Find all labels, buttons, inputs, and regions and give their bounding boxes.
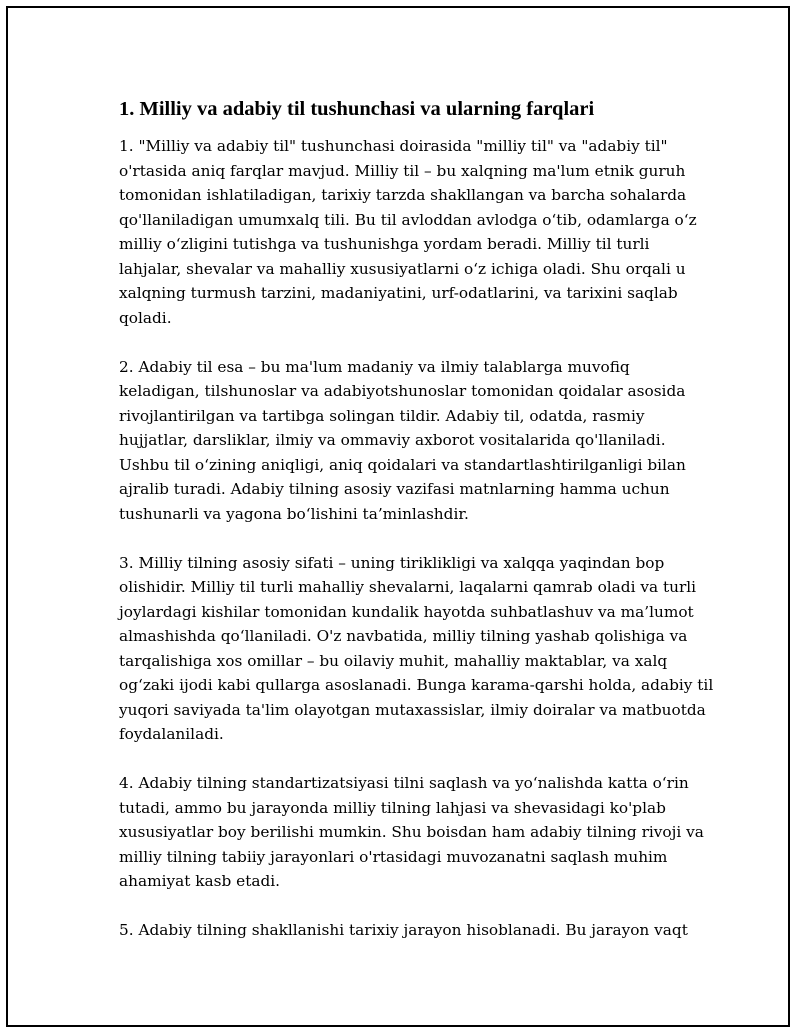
text-line: hujjatlar, darsliklar, ilmiy va ommaviy axborot vositalarida qo'llaniladi. [119,431,666,449]
text-line: olishidir. Milliy til turli mahalliy shevalarni, laqalarni qamrab oladi va turli [119,578,697,596]
text-line: rivojlantirilgan va tartibga solingan tildir. Adabiy til, odatda, rasmiy [119,406,645,425]
text-line: yuqori saviyada ta'lim olayotgan mutaxassislar, ilmiy doiralar va matbuotda [119,700,706,719]
text-line: tarqalishiga xos omillar – bu oilaviy muhit, mahalliy maktablar, va xalq [119,651,668,670]
text-line: o'rtasida aniq farqlar mavjud. Milliy til – bu xalqning ma'lum etnik guruh [119,161,686,180]
text-line: tushunarli va yagona bo‘lishini ta’minlashdir. [119,504,469,523]
text-line: milliy tilning tabiiy jarayonlari o'rtasidagi muvozanatni saqlash muhim [119,847,668,866]
text-line: milliy o‘zligini tutishga va tushunishga yordam beradi. Milliy til turli [119,235,650,253]
text-line: 3. Milliy tilning asosiy sifati – uning tiriklikligi va xalqqa yaqindan bop [119,553,665,572]
document-title: 1. Milliy va adabiy til tushunchasi va ularning farqlari [119,98,595,120]
text-line: keladigan, tilshunoslar va adabiyotshunoslar tomonidan qoidalar asosida [119,382,686,400]
document-body [119,94,714,967]
text-line: qo'llaniladigan umumxalq tili. Bu til avloddan avlodga o‘tib, odamlarga o‘z [119,210,697,229]
text-line: 4. Adabiy tilning standartizatsiyasi tilni saqlash va yo‘nalishda katta o‘rin [119,774,689,792]
text-line: xususiyatlar boy berilishi mumkin. Shu boisdan ham adabiy tilning rivoji va [119,823,704,841]
paragraph-5 [119,918,699,943]
text-line: tutadi, ammo bu jarayonda milliy tilning lahjasi va shevasidagi ko'plab [119,798,666,817]
text-line: qoladi. [119,308,172,327]
text-line: almashishda qo‘llaniladi. O'z navbatida, milliy tilning yashab qolishiga va [119,627,688,645]
text-line: foydalaniladi. [119,725,224,743]
text-line: 1. "Milliy va adabiy til" tushunchasi doirasida "milliy til" va "adabiy til" [119,137,668,155]
text-line: 5. Adabiy tilning shakllanishi tarixiy jarayon hisoblanadi. Bu jarayon vaqt [119,921,688,939]
text-line: lahjalar, shevalar va mahalliy xususiyatlarni o‘z ichiga oladi. Shu orqali u [119,259,686,278]
page-frame [6,6,790,1027]
text-line: og‘zaki ijodi kabi qullarga asoslanadi. Bunga karama-qarshi holda, adabiy til [119,676,714,694]
paragraph-3 [119,551,714,747]
text-line: ajralib turadi. Adabiy tilning asosiy vazifasi matnlarning hamma uchun [119,480,670,498]
text-line: tomonidan ishlatiladigan, tarixiy tarzda shakllangan va barcha sohalarda [119,186,687,204]
text-line: ahamiyat kasb etadi. [119,872,281,890]
text-line: xalqning turmush tarzini, madaniyatini, urf-odatlarini, va tarixini saqlab [119,284,678,302]
text-line: joylardagi kishilar tomonidan kundalik hayotda suhbatlashuv va ma’lumot [119,602,694,621]
text-line: 2. Adabiy til esa – bu ma'lum madaniy va ilmiy talablarga muvofiq [119,357,630,376]
text-line: Ushbu til o‘zining aniqligi, aniq qoidalari va standartlashtirilganligi bilan [119,455,686,474]
paragraph-1 [119,134,699,330]
paragraph-2 [119,355,699,527]
paragraph-4 [119,771,704,894]
